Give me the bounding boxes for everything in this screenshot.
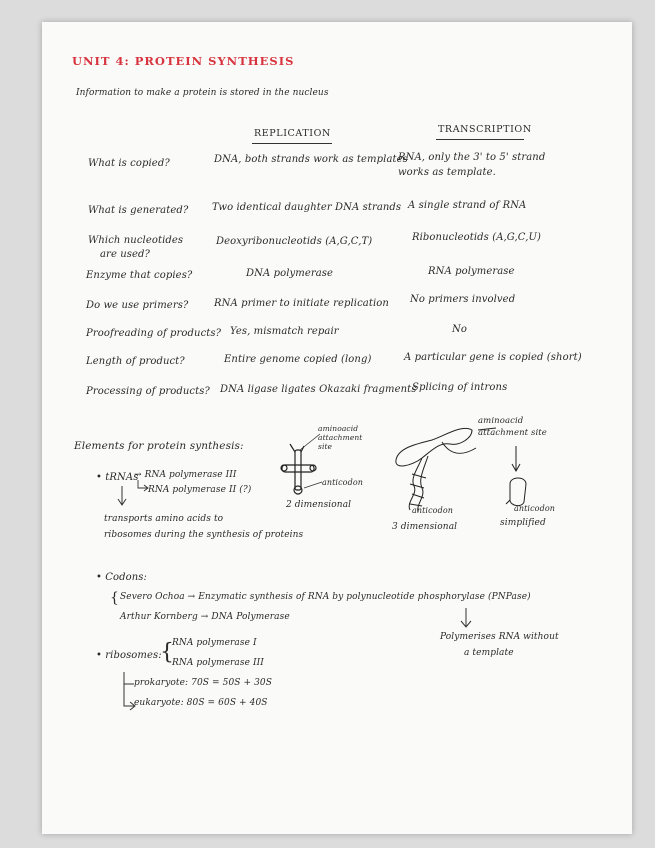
- question-generated: What is generated?: [88, 205, 189, 216]
- transcription-copied-line2: works as template.: [398, 167, 496, 178]
- replication-nucleotides: Deoxyribonucleotids (A,G,C,T): [216, 236, 373, 247]
- trna-polymerase-2: RNA polymerase II (?): [148, 485, 252, 495]
- pnpase-note-line1: Polymerises RNA without: [440, 632, 559, 642]
- question-length: Length of product?: [86, 356, 185, 367]
- transport-line1: transports amino acids to: [104, 514, 224, 524]
- ribosome-prokaryote: prokaryote: 70S = 50S + 30S: [134, 678, 273, 688]
- elements-heading: Elements for protein synthesis:: [74, 440, 244, 452]
- intro-text: Information to make a protein is stored in the nucleus: [76, 88, 329, 98]
- question-proofreading: Proofreading of products?: [86, 328, 222, 339]
- replication-generated: Two identical daughter DNA strands: [212, 202, 402, 213]
- trna-2d-caption: 2 dimensional: [286, 500, 352, 510]
- ribosome-eukaryote: eukaryote: 80S = 60S + 40S: [134, 698, 268, 708]
- transcription-header: TRANSCRIPTION: [438, 124, 532, 135]
- aa-site-3d-label-1: aminoacid: [478, 416, 524, 426]
- page-title: UNIT 4: PROTEIN SYNTHESIS: [72, 54, 295, 68]
- transcription-primers: No primers involved: [410, 294, 516, 305]
- transcription-proofreading: No: [452, 324, 467, 335]
- down-arrow-icon: [118, 484, 138, 510]
- anticodon-simplified-label: anticodon: [514, 504, 555, 513]
- bracket-arrow-icon: [136, 478, 150, 492]
- replication-primers: RNA primer to initiate replication: [214, 298, 389, 309]
- codons-line-kornberg: Arthur Kornberg → DNA Polymerase: [120, 612, 290, 622]
- replication-underline: [252, 143, 332, 144]
- pnpase-note-line2: a template: [464, 648, 514, 658]
- transport-line2: ribosomes during the synthesis of proteins: [104, 530, 304, 540]
- aa-site-3d-label-2: attachment site: [478, 428, 547, 438]
- down-arrow-icon: [456, 606, 476, 632]
- codons-brace: {: [110, 590, 120, 606]
- question-nucleotides-line2: are used?: [100, 249, 150, 260]
- replication-header: REPLICATION: [254, 128, 331, 139]
- trna-label: • tRNAs: [96, 472, 139, 483]
- question-copied: What is copied?: [88, 158, 170, 169]
- ribosomes-brace: {: [160, 640, 175, 665]
- transcription-generated: A single strand of RNA: [408, 200, 527, 211]
- trna-polymerase-3: → RNA polymerase III: [134, 470, 237, 480]
- replication-processing: DNA ligase ligates Okazaki fragments: [220, 384, 417, 395]
- replication-proofreading: Yes, mismatch repair: [230, 326, 339, 337]
- codons-line-ochoa: Severo Ochoa → Enzymatic synthesis of RNA by polynucleotide phosphorylase (PNPase): [120, 592, 531, 602]
- question-processing: Processing of products?: [86, 386, 210, 397]
- question-enzyme: Enzyme that copies?: [86, 270, 193, 281]
- anticodon-3d-label: anticodon: [412, 506, 453, 515]
- question-nucleotides-line1: Which nucleotides: [88, 235, 184, 246]
- anticodon-2d-label: anticodon: [322, 478, 363, 487]
- replication-length: Entire genome copied (long): [224, 354, 372, 365]
- question-primers: Do we use primers?: [86, 300, 189, 311]
- trna-3d-diagram: [392, 418, 504, 518]
- ribosomes-pol1: RNA polymerase I: [172, 638, 257, 648]
- trna-3d-caption: 3 dimensional: [392, 522, 458, 532]
- transcription-enzyme: RNA polymerase: [428, 266, 515, 277]
- ribosomes-label: • ribosomes:: [96, 650, 162, 661]
- trna-simplified-caption: simplified: [500, 518, 546, 528]
- transcription-processing: Splicing of introns: [412, 382, 508, 393]
- replication-copied: DNA, both strands work as templates: [214, 154, 408, 165]
- ribosomes-pol3: RNA polymerase III: [172, 658, 264, 668]
- codons-label: • Codons:: [96, 572, 148, 583]
- trna-2d-diagram: [278, 430, 358, 510]
- transcription-nucleotides: Ribonucleotids (A,G,C,U): [412, 232, 542, 243]
- transcription-underline: [436, 139, 524, 140]
- transcription-length: A particular gene is copied (short): [404, 352, 582, 363]
- aa-site-2d-label: aminoacid attachment site: [318, 424, 363, 451]
- replication-enzyme: DNA polymerase: [246, 268, 334, 279]
- transcription-copied-line1: RNA, only the 3' to 5' strand: [398, 152, 546, 163]
